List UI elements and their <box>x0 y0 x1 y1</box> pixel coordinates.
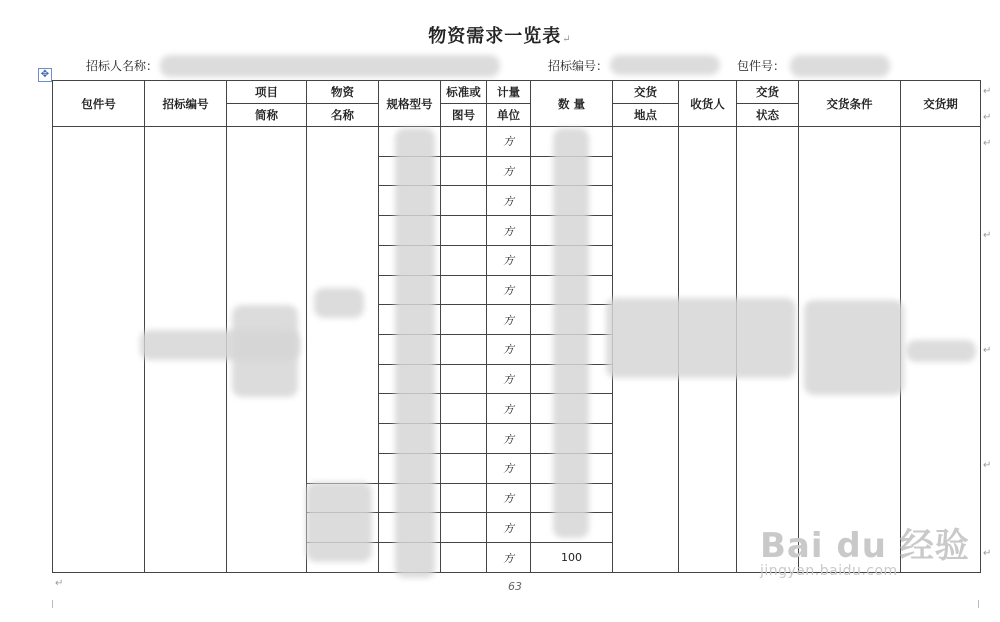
document-title <box>0 22 1000 48</box>
header-unit-bottom: 单位 <box>487 104 531 127</box>
unit-cell: 方 <box>487 275 531 305</box>
redacted-material-lower <box>306 482 372 562</box>
package-no-cell <box>53 127 145 573</box>
paragraph-mark: ↵ <box>562 34 572 45</box>
redacted-project <box>232 305 298 397</box>
standard-cell <box>441 364 487 394</box>
table-move-icon[interactable]: ✥ <box>38 68 52 82</box>
unit-cell: 方 <box>487 186 531 216</box>
header-place-bottom: 地点 <box>613 104 679 127</box>
margin-marker <box>978 600 979 608</box>
header-standard-top: 标准或 <box>441 81 487 104</box>
standard-cell <box>441 453 487 483</box>
redacted-package-number <box>790 55 890 77</box>
baidu-watermark <box>760 518 970 579</box>
margin-marker <box>52 600 53 608</box>
header-quantity: 数 量 <box>531 81 613 127</box>
row-end-mark: ↵ <box>983 112 992 123</box>
row-end-mark: ↵ <box>983 345 992 356</box>
row-end-mark: ↵ <box>983 230 992 241</box>
header-project-bottom: 简称 <box>227 104 307 127</box>
unit-cell: 方 <box>487 335 531 365</box>
unit-cell: 方 <box>487 156 531 186</box>
redacted-bid-number <box>610 55 720 75</box>
header-unit-top: 计量 <box>487 81 531 104</box>
header-material-bottom: 名称 <box>307 104 379 127</box>
standard-cell <box>441 305 487 335</box>
header-material-top: 物资 <box>307 81 379 104</box>
standard-cell <box>441 424 487 454</box>
header-bid-no: 招标编号 <box>145 81 227 127</box>
header-receiver: 收货人 <box>679 81 737 127</box>
unit-cell: 方 <box>487 424 531 454</box>
standard-cell <box>441 127 487 157</box>
header-project-top: 项目 <box>227 81 307 104</box>
row-end-mark: ↵ <box>983 548 992 559</box>
header-package-no: 包件号 <box>53 81 145 127</box>
unit-cell: 方 <box>487 245 531 275</box>
unit-cell: 方 <box>487 543 531 573</box>
unit-cell: 方 <box>487 364 531 394</box>
unit-cell: 方 <box>487 394 531 424</box>
header-period: 交货期 <box>901 81 981 127</box>
unit-cell: 方 <box>487 216 531 246</box>
redacted-place-receiver <box>606 298 796 378</box>
header-conditions: 交货条件 <box>799 81 901 127</box>
standard-cell <box>441 216 487 246</box>
header-place-top: 交货 <box>613 81 679 104</box>
redacted-conditions <box>804 300 904 395</box>
bidder-label: 招标人名称： <box>86 59 159 73</box>
standard-cell <box>441 483 487 513</box>
row-end-mark: ↵ <box>983 138 992 149</box>
unit-cell: 方 <box>487 453 531 483</box>
redacted-period <box>906 340 976 362</box>
package-number-label: 包件号： <box>737 59 786 73</box>
title-text: 物资需求一览表 <box>428 26 562 47</box>
page-number: 63 <box>508 580 522 593</box>
standard-cell <box>441 275 487 305</box>
paragraph-mark: ↵ <box>55 578 64 589</box>
redacted-material <box>314 288 364 318</box>
standard-cell <box>441 335 487 365</box>
quantity-cell-last: 100 <box>531 543 613 573</box>
redacted-quantity-column <box>553 128 589 538</box>
redacted-spec-column <box>395 128 435 578</box>
row-end-mark: ↵ <box>983 460 992 471</box>
standard-cell <box>441 513 487 543</box>
watermark-logo: Bai du 经验 <box>760 526 970 566</box>
redacted-bidder <box>160 55 500 77</box>
standard-cell <box>441 156 487 186</box>
standard-cell <box>441 245 487 275</box>
unit-cell: 方 <box>487 483 531 513</box>
standard-cell <box>441 543 487 573</box>
header-state-bottom: 状态 <box>737 104 799 127</box>
header-state-top: 交货 <box>737 81 799 104</box>
bid-number-label: 招标编号： <box>548 59 609 73</box>
unit-cell: 方 <box>487 305 531 335</box>
unit-cell: 方 <box>487 127 531 157</box>
table-row <box>53 127 981 157</box>
header-standard-bottom: 图号 <box>441 104 487 127</box>
standard-cell <box>441 186 487 216</box>
header-spec: 规格型号 <box>379 81 441 127</box>
watermark-url: jingyan.baidu.com <box>760 563 898 579</box>
unit-cell: 方 <box>487 513 531 543</box>
standard-cell <box>441 394 487 424</box>
row-end-mark: ↵ <box>983 86 992 97</box>
